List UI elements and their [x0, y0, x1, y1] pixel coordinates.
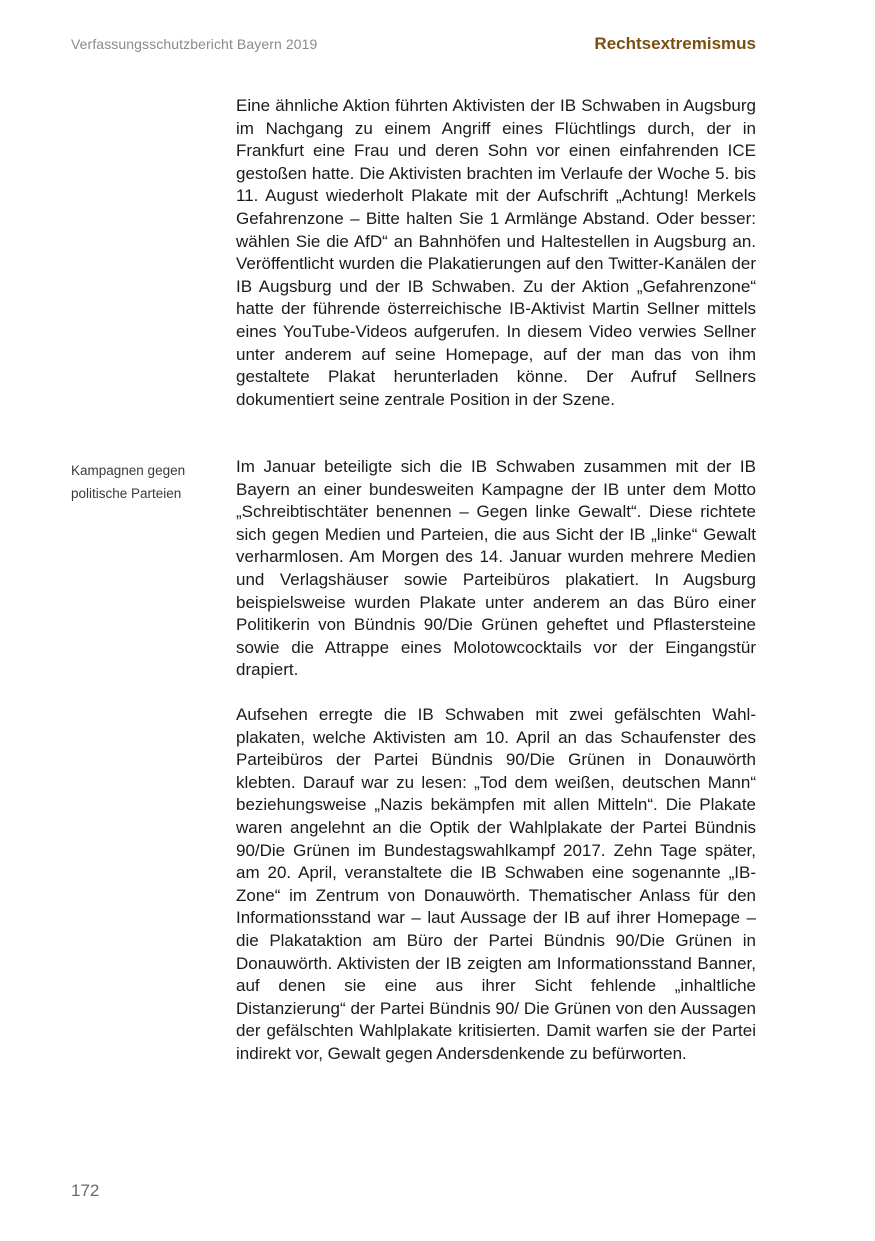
running-header-title: Verfassungsschutzbericht Bayern 2019: [71, 36, 318, 52]
margin-note-line: politische Parteien: [71, 486, 182, 501]
paragraph-text: Im Januar beteiligte sich die IB Schwaben zusammen mit der IB Bayern an einer bundesweiten Kampagne der IB unter dem Motto „Schreibtischtäter benennen – Gegen linke Gewalt“. Diese richtete sich gegen Medien und Parteien, die aus Sicht der IB „linke“ Gewalt verharmlosen. Am Morgen des 14. Januar wurden mehrere Medien und Verlagshäuser sowie Parteibüros plakatiert. In Augsburg beispielsweise wurden Plakate unter anderem an das Büro einer Politikerin von Bündnis 90/Die Grünen geheftet und Pflastersteine sowie die Attrappe eines Molotowcocktails vor der Eingangstür drapiert.: [236, 457, 756, 680]
margin-note-kampagnen: [71, 459, 211, 505]
running-header-section: Rechtsextremismus: [594, 34, 756, 53]
body-paragraph-3: [236, 704, 756, 1066]
body-paragraph-1: [236, 95, 756, 411]
body-paragraph-2: [236, 456, 756, 682]
page-number: 172: [71, 1181, 100, 1200]
paragraph-text: Aufsehen erregte die IB Schwaben mit zwei gefälschten Wahlplakaten, welche Aktivisten am 10. April an das Schaufenster des Parteibüros der Partei Bündnis 90/Die Grünen in Donauwörth klebten. Darauf war zu lesen: „Tod dem weißen, deutschen Mann“ beziehungsweise „Nazis bekämpfen mit allen Mitteln“. Die Plakate waren angelehnt an die Optik der Wahlplakate der Partei Bündnis 90/Die Grünen im Bundestagswahlkampf 2017. Zehn Tage später, am 20. April, veranstaltete die IB Schwaben eine sogenannte „IB-Zone“ im Zentrum von Donauwörth. Thematischer Anlass für den Informationsstand war – laut Aussage der IB auf ihrer Homepage – die Plakataktion am Büro der Partei Bündnis 90/Die Grünen in Donauwörth. Aktivisten der IB zeigten am Informationsstand Banner, auf denen sie eine aus ihrer Sicht fehlende „inhaltliche Distanzierung“ der Partei Bündnis 90/ Die Grünen von den Aussagen der gefälschten Wahlplakate kritisierten. Damit warfen sie der Partei indirekt vor, Gewalt gegen Andersdenkende zu befürworten.: [236, 705, 756, 1063]
margin-note-line: Kampagnen gegen: [71, 463, 186, 478]
paragraph-text: Eine ähnliche Aktion führten Aktivisten der IB Schwaben in Augsburg im Nachgang zu einem Angriff eines Flüchtlings durch, der in Frankfurt eine Frau und deren Sohn vor einen einfahrenden ICE gestoßen hatte. Die Aktivisten brachten im Verlaufe der Woche 5. bis 11. August wiederholt Plakate mit der Aufschrift „Achtung! Merkels Gefahrenzone – Bitte halten Sie 1 Armlänge Abstand. Oder besser: wählen Sie die AfD“ an Bahnhöfen und Haltestellen in Augsburg an. Veröffentlicht wurden die Plakatierungen auf den Twitter-Kanälen der IB Augsburg und der IB Schwaben. Zu der Aktion „Gefahrenzone“ hatte der führende österreichische IB-Aktivist Martin Sellner mittels eines YouTube-Videos aufgerufen. In diesem Video verwies Sellner unter anderem auf seine Homepage, auf der man das von ihm gestaltete Plakat herunterladen könne. Der Aufruf Sellners dokumentiert seine zentrale Position in der Szene.: [236, 96, 756, 409]
